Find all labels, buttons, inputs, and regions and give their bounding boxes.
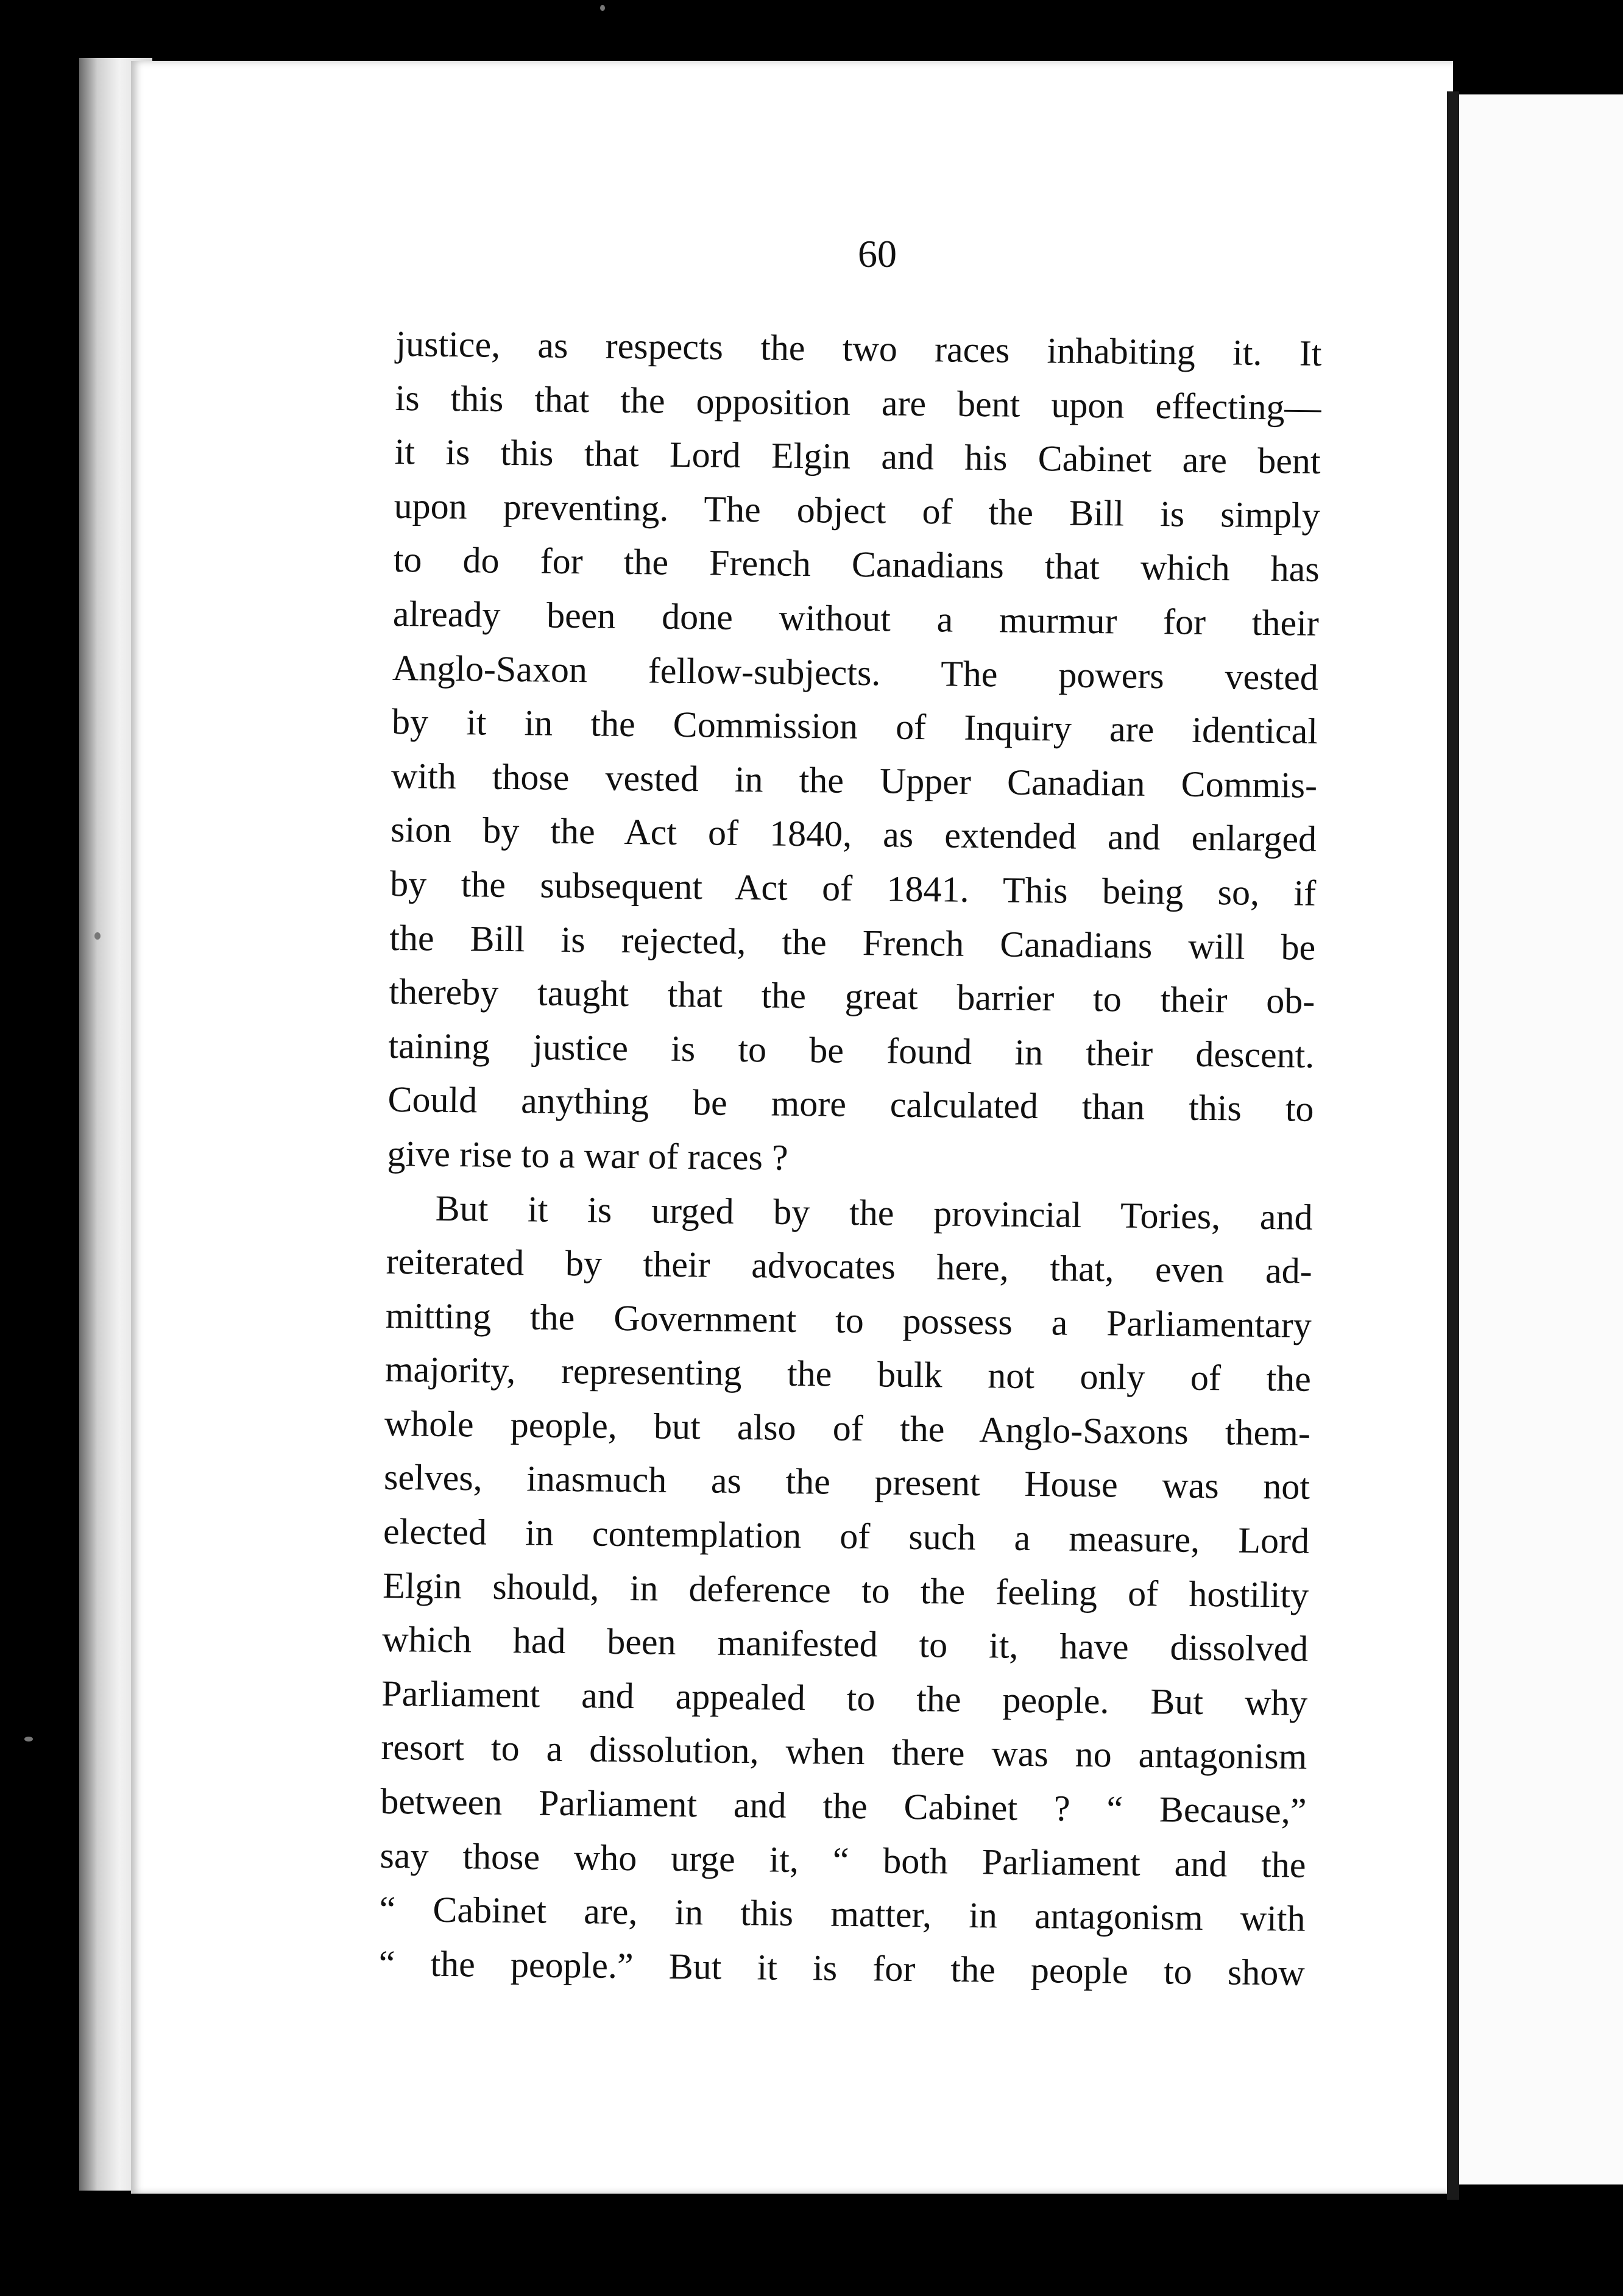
body-text <box>378 317 1322 2000</box>
text-line: selves, inasmuch as the present House was not <box>383 1457 1310 1508</box>
text-line: reiterated by their advocates here, that, even ad- <box>386 1241 1313 1291</box>
text-line: “ the people.” But it is for the people to show <box>378 1943 1305 1993</box>
text-line: Elgin should, in deference to the feeling of hostility <box>382 1565 1309 1615</box>
text-line: elected in contemplation of such a measure, Lord <box>383 1511 1310 1561</box>
text-line: justice, as respects the two races inhabiting it. It <box>395 323 1322 374</box>
text-line: taining justice is to be found in their descent. <box>388 1025 1315 1075</box>
text-line: majority, representing the bulk not only of the <box>384 1349 1312 1400</box>
text-line: it is this that Lord Elgin and his Cabinet are bent <box>394 431 1321 482</box>
scan-speck <box>94 932 101 940</box>
text-line: thereby taught that the great barrier to their ob- <box>389 971 1315 1021</box>
text-line: already been done without a murmur for their <box>392 593 1320 643</box>
scan-speck <box>600 5 605 11</box>
facing-page-edge <box>1459 94 1623 2184</box>
text-line: by the subsequent Act of 1841. This being so, if <box>389 863 1317 913</box>
scan-speck <box>24 1737 33 1741</box>
text-line: say those who urge it, “ both Parliament and the <box>380 1835 1306 1885</box>
text-line: Parliament and appealed to the people. But why <box>381 1673 1308 1723</box>
text-line: Anglo-Saxon fellow-subjects. The powers vested <box>392 647 1319 698</box>
text-line: the Bill is rejected, the French Canadians will be <box>389 917 1316 968</box>
text-line: with those vested in the Upper Canadian Commis- <box>391 755 1318 806</box>
page-gutter-shadow <box>1447 91 1459 2200</box>
text-line: give rise to a war of races ? <box>387 1133 788 1178</box>
text-line: mitting the Government to possess a Parliamentary <box>385 1295 1312 1345</box>
text-line: Could anything be more calculated than this to <box>387 1079 1314 1130</box>
text-line: by it in the Commission of Inquiry are identical <box>391 701 1318 752</box>
text-line: to do for the French Canadians that which has <box>393 539 1320 590</box>
text-line: between Parliament and the Cabinet ? “ Because,” <box>380 1780 1307 1831</box>
text-line: resort to a dissolution, when there was no antagonism <box>381 1727 1307 1777</box>
text-line: upon preventing. The object of the Bill is simply <box>394 485 1321 536</box>
text-line: which had been manifested to it, have dissolved <box>381 1619 1309 1670</box>
text-line: sion by the Act of 1840, as extended and enlarged <box>390 809 1317 860</box>
text-line: “ Cabinet are, in this matter, in antagonism with <box>379 1889 1306 1939</box>
text-line: is this that the opposition are bent upon effecting— <box>395 377 1321 428</box>
page-number: 60 <box>858 232 897 275</box>
text-line: But it is urged by the provincial Tories, and <box>435 1188 1313 1238</box>
text-line: whole people, but also of the Anglo-Saxons them- <box>384 1403 1311 1453</box>
